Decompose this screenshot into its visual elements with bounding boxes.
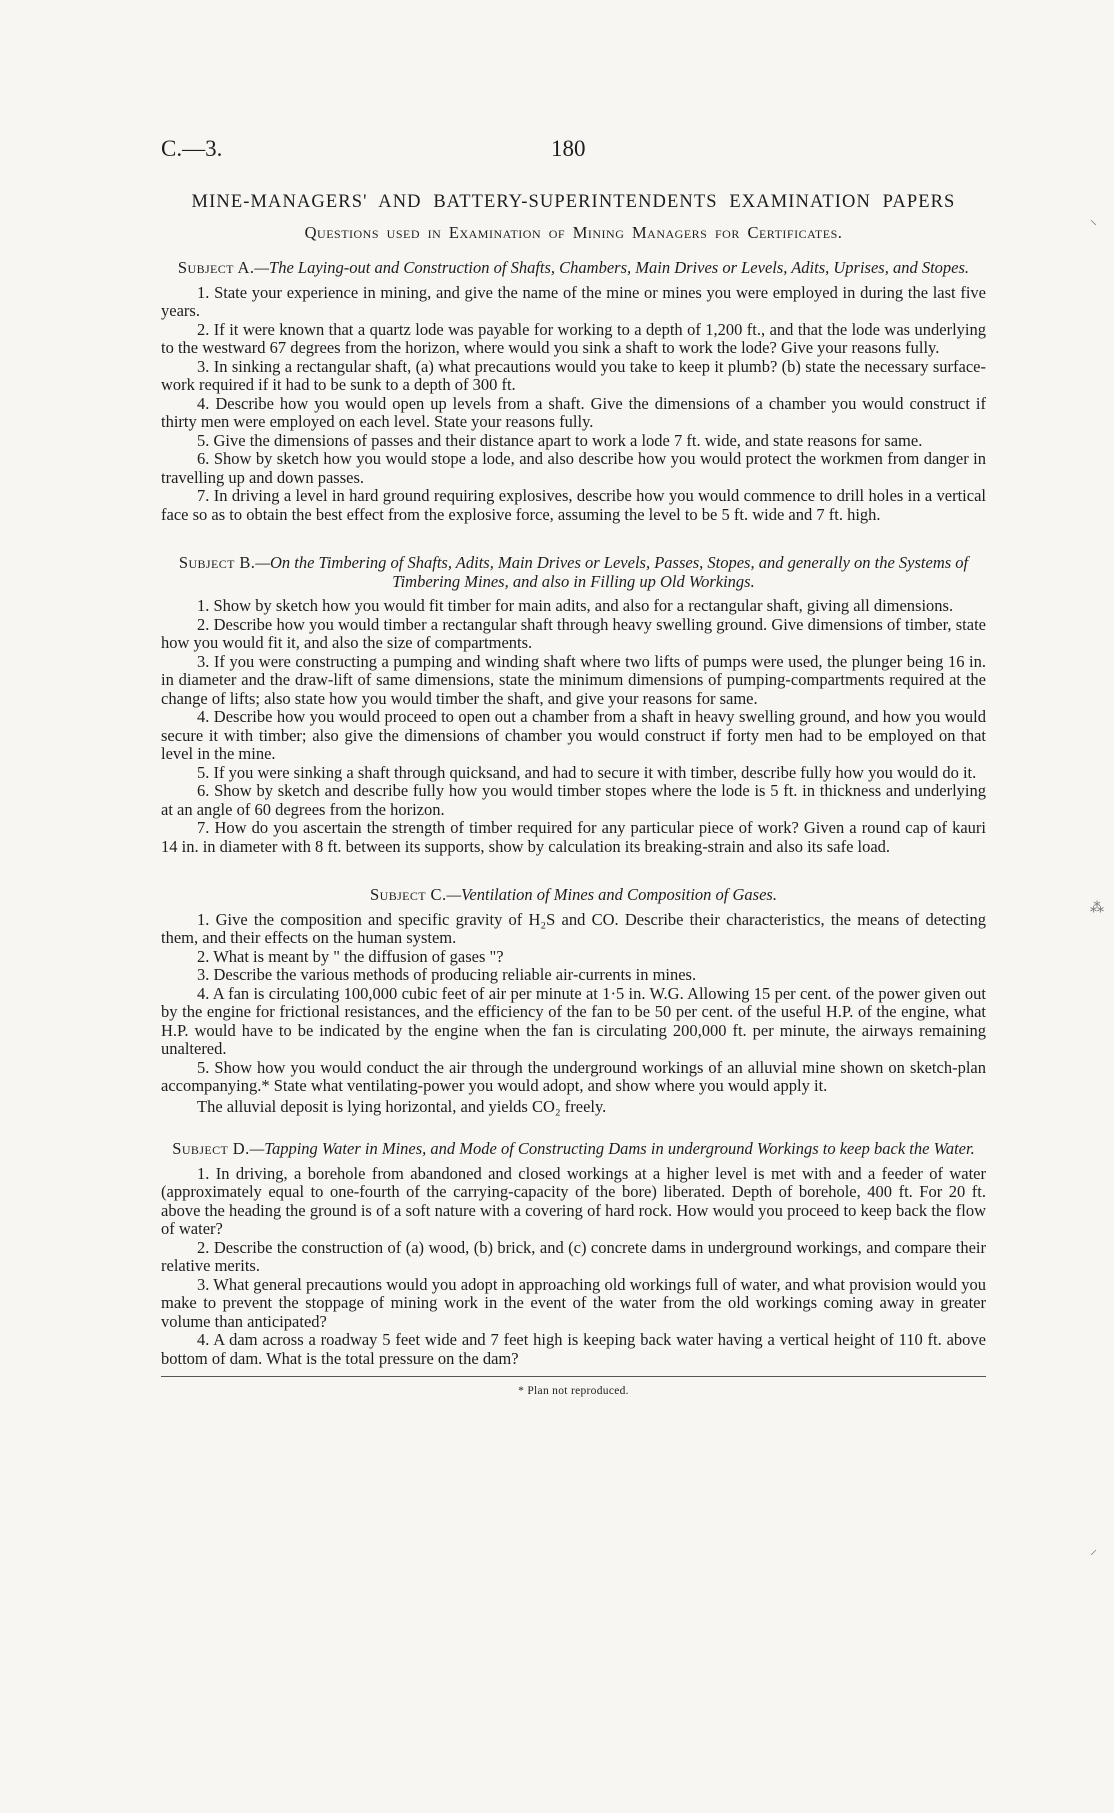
question: 3. If you were constructing a pumping and winding shaft where two lifts of pumps were used, the plunger being 16 in. in diameter and the draw-lift of same dimensions, state the minimum dimensions of pumping-compartments required at the change of lifts; also state how you would timber the shaft, and give your reasons for same.: [161, 651, 986, 708]
footnote: * Plan not reproduced.: [518, 1385, 629, 1397]
subject-heading: [161, 1140, 986, 1159]
question: 5. If you were sinking a shaft through quicksand, and had to secure it with timber, describe fully how you would do it.: [197, 762, 977, 782]
question: 5. Give the dimensions of passes and their distance apart to work a lode 7 ft. wide, and state reasons for same.: [197, 430, 923, 450]
question-note: The alluvial deposit is lying horizontal, and yields CO₂ freely.: [197, 1096, 607, 1116]
subject-label: Subject D.: [172, 1139, 250, 1158]
subject-heading: [161, 554, 986, 591]
question: 7. How do you ascertain the strength of timber required for any particular piece of work? Given a round cap of kauri 14 in. in diameter with 8 ft. between its supports, show by calculation its breaking-strain and also its safe load.: [161, 818, 986, 856]
subject-topic: —Tapping Water in Mines, and Mode of Constructing Dams in underground Workings to keep back the Water.: [249, 1139, 975, 1158]
question: 5. Show how you would conduct the air through the underground workings of an alluvial mine shown on sketch-plan accompanying.* State what ventilating-power you would adopt, and show where you would apply it.: [161, 1057, 986, 1095]
question: 2. Describe how you would timber a rectangular shaft through heavy swelling ground. Give dimensions of timber, state how you would fit it, and also the size of compartments.: [161, 614, 986, 652]
text-column: [161, 136, 986, 1397]
subject-d-section: [161, 1140, 986, 1368]
question: 4. Describe how you would proceed to open out a chamber from a shaft in heavy swelling ground, and how you would secure it with timber; also give the dimensions of chamber you would construct if forty men had to be employed on that level in the mine.: [161, 707, 986, 763]
question: 1. Show by sketch how you would fit timber for main adits, and also for a rectangular shaft, giving all dimensions.: [197, 596, 954, 615]
question: 3. What general precautions would you adopt in approaching old workings full of water, and what provision would you make to prevent the stoppage of mining work in the event of the water from the old workings coming away in greater volume than anticipated?: [161, 1274, 986, 1331]
question: 4. Describe how you would open up levels from a shaft. Give the dimensions of a chamber you would construct if thirty men were employed on each level. State your reasons fully.: [161, 393, 986, 431]
scan-speck-mark: ⸝: [1090, 1543, 1097, 1558]
footnote-divider: [161, 1376, 986, 1377]
scan-speck-mark: ⸌: [1090, 219, 1097, 234]
subject-b-section: [161, 554, 986, 856]
question: 1. Give the composition and specific gravity of H₂S and CO. Describe their characteristics, the means of detecting them, and their effects on the human system.: [161, 909, 986, 947]
document-subtitle: Questions used in Examination of Mining Managers for Certificates.: [304, 223, 843, 242]
question: 2. If it were known that a quartz lode was payable for working to a depth of 1,200 ft., and that the lode was underlying to the westward 67 degrees from the horizon, where would you sink a shaft to work the lode? Give your reasons fully.: [161, 319, 986, 357]
scan-speck-mark: ⁂: [1090, 901, 1104, 916]
page-number: 180: [551, 136, 586, 161]
subject-topic: —The Laying-out and Construction of Shafts, Chambers, Main Drives or Levels, Adits, Uprises, and Stopes.: [254, 258, 970, 277]
question: 4. A dam across a roadway 5 feet wide and 7 feet high is keeping back water having a vertical height of 110 ft. above bottom of dam. What is the total pressure on the dam?: [161, 1330, 986, 1368]
question: 1. In driving, a borehole from abandoned and closed workings at a higher level is met with and a feeder of water (approximately equal to one-fourth of the carrying-capacity of the bore) liberated. Depth of borehole, 400 ft. For 20 ft. above the heading the ground is of a soft nature with a covering of hard rock. How would you proceed to keep back the flow of water?: [161, 1163, 986, 1238]
question: 1. State your experience in mining, and give the name of the mine or mines you were employed in during the last five years.: [161, 282, 986, 320]
subject-label: Subject C.: [370, 885, 447, 904]
question: 6. Show by sketch how you would stope a lode, and also describe how you would protect the workmen from danger in travelling up and down passes.: [161, 449, 986, 487]
question: 2. What is meant by " the diffusion of gases "?: [197, 946, 504, 966]
question: 7. In driving a level in hard ground requiring explosives, describe how you would commence to drill holes in a vertical face so as to obtain the best effect from the explosive force, assuming the level to be 5 ft. wide and 7 ft. high.: [161, 486, 986, 524]
subject-a-section: [161, 259, 986, 524]
question: 2. Describe the construction of (a) wood, (b) brick, and (c) concrete dams in underground workings, and compare their relative merits.: [161, 1237, 986, 1275]
subject-topic: —On the Timbering of Shafts, Adits, Main Drives or Levels, Passes, Stopes, and generally on the Systems of Timbering Mines, and also in Filling up Old Workings.: [255, 553, 969, 591]
subject-heading: [161, 259, 986, 278]
report-reference: C.—3.: [161, 136, 223, 161]
question: 4. A fan is circulating 100,000 cubic feet of air per minute at 1·5 in. W.G. Allowing 15 per cent. of the power given out by the engine for frictional resistances, and the efficiency of the fan to be 50 per cent. of the useful H.P. of the engine, what H.P. would have to be indicated by the engine when the fan is circulating 200,000 ft. per minute, the airways remaining unaltered.: [161, 983, 986, 1058]
question: 3. Describe the various methods of producing reliable air-currents in mines.: [197, 965, 697, 984]
subject-topic: —Ventilation of Mines and Composition of Gases.: [446, 885, 777, 904]
subject-label: Subject B.: [178, 553, 256, 572]
subject-heading: [161, 886, 986, 905]
subject-c-section: [161, 886, 986, 1116]
running-header: [161, 136, 986, 176]
question: 3. In sinking a rectangular shaft, (a) what precautions would you take to keep it plumb? (b) state the necessary surface-work required if it had to be sunk to a depth of 300 ft.: [161, 356, 986, 394]
subject-label: Subject A.: [177, 258, 255, 277]
document-title: MINE-MANAGERS' AND BATTERY-SUPERINTENDENTS EXAMINATION PAPERS: [191, 192, 956, 212]
question: 6. Show by sketch and describe fully how you would timber stopes where the lode is 5 ft. in thickness and underlying at an angle of 60 degrees from the horizon.: [161, 781, 986, 819]
